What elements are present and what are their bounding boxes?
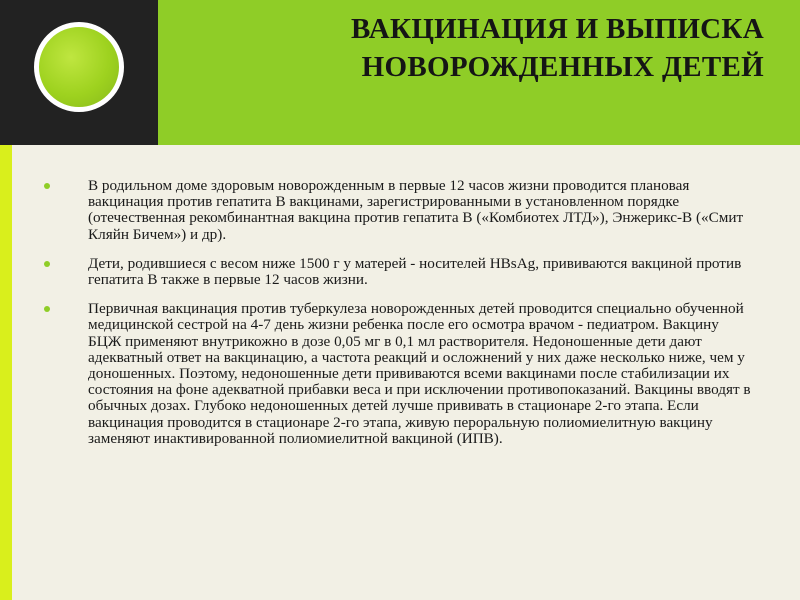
list-item — [32, 301, 752, 447]
bullet-dot-icon — [44, 306, 50, 312]
title-line-2: НОВОРОЖДЕННЫХ ДЕТЕЙ — [361, 51, 764, 83]
list-item — [32, 256, 752, 288]
bullet-dot-icon — [44, 261, 50, 267]
bullet-text: В родильном доме здоровым новорожденным в первые 12 часов жизни проводится плановая вакцинация против гепатита В вакцинами, зарегистрированными в установленном порядке (отечественная рекомбинантная вакцина против гепатита В («Комбиотех ЛТД»), Энжерикс-В («Смит Кляйн Бичем») и др). — [88, 177, 744, 243]
bullet-text: Первичная вакцинация против туберкулеза новорожденных детей проводится специально обученной медицинской сестрой на 4-7 день жизни ребенка после его осмотра врачом - педиатром. Вакцину БЦЖ применяют внутрикожно в дозе 0,05 мг в 0,1 мл растворителя. Недоношенные дети дают адекватный ответ на вакцинацию, а частота реакций и осложнений у них даже несколько ниже, чем у доношенных. Поэтому, недоношенные дети прививаются всеми вакцинами после стабилизации их состояния на фоне адекватной прибавки веса и при исключении противопоказаний. Вакцины вводят в обычных дозах. Глубоко недоношенных детей лучше прививать в стационаре 2-го этапа. Если вакцинация проводится в стационаре 2-го этапа, живую пероральную полиомиелитную вакцину заменяют инактивированной полиомиелитной вакциной (ИПВ). — [88, 300, 751, 447]
slide-title — [204, 10, 764, 86]
title-line-1: ВАКЦИНАЦИЯ И ВЫПИСКА — [350, 13, 764, 45]
decorative-circle-icon — [34, 22, 124, 112]
list-item — [32, 178, 752, 243]
bullet-text: Дети, родившиеся с весом ниже 1500 г у матерей - носителей HBsAg, прививаются вакциной против гепатита В также в первые 12 часов жизни. — [88, 254, 742, 289]
bullet-dot-icon — [44, 183, 50, 189]
bullet-list — [32, 178, 752, 460]
